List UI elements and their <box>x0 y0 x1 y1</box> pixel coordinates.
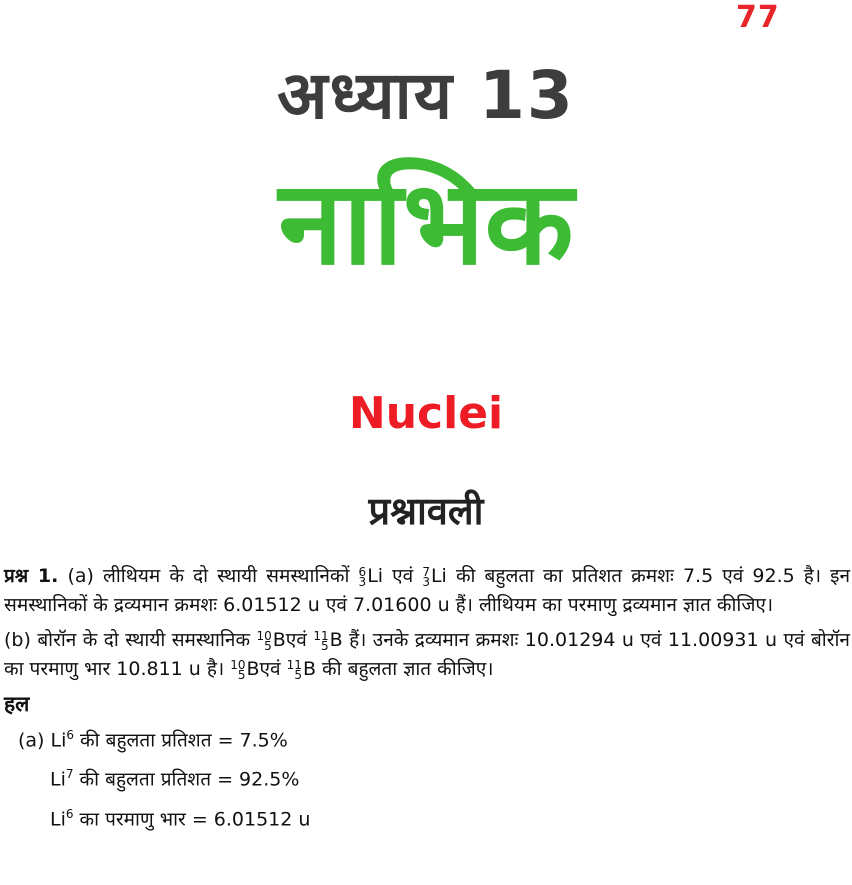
solution-text: का परमाणु भार = 6.01512 u <box>73 807 311 830</box>
isotope-b10 <box>230 655 259 684</box>
element-symbol: B <box>302 658 316 680</box>
part-b-text-2: हैं। उनके द्रव्यमान क्रमशः 10.01294 u एवं 11.00931 u एवं बोरॉन का परमाणु भार 10.811 u है। <box>4 629 850 680</box>
part-a-text-2: की बहुलता का प्रतिशत क्रमशः 7.5 एवं 92.5 है। इन समस्थानिकों के द्रव्यमान क्रमशः 6.01512 u एवं 7.01600 u हैं। लीथियम का परमाणु द्रव्यमान ज्ञात कीजिए। <box>4 565 851 616</box>
atomic-number: 3 <box>358 574 367 589</box>
part-b-text-3: की बहुलता ज्ञात कीजिए। <box>322 658 494 680</box>
join-word: एवं <box>392 565 414 587</box>
isotope-b11 <box>313 626 342 655</box>
solution-symbol: Li <box>50 807 66 830</box>
question-label: प्रश्न 1. <box>4 565 59 587</box>
solution-superscript: 6 <box>66 728 75 742</box>
mass-number: 10 <box>256 628 272 643</box>
element-symbol: B <box>329 629 343 651</box>
section-title: प्रश्नावली <box>368 489 484 533</box>
solution-line-1 <box>4 718 850 757</box>
element-symbol: Li <box>430 565 447 587</box>
solution-text: की बहुलता प्रतिशत = 7.5% <box>74 729 288 752</box>
solution-label: हल <box>4 692 30 716</box>
mass-number: 11 <box>286 657 302 672</box>
solution-superscript: 7 <box>65 767 74 782</box>
solution-superscript: 6 <box>65 806 74 821</box>
question-1-part-a <box>4 562 850 620</box>
atomic-number: 5 <box>294 667 302 682</box>
mass-number: 11 <box>313 628 329 643</box>
solution-symbol: Li <box>50 768 66 791</box>
atomic-number: 5 <box>264 638 272 653</box>
mass-number: 6 <box>358 564 367 579</box>
element-symbol: B <box>246 658 260 680</box>
page-number: 77 <box>736 0 780 35</box>
isotope-b11 <box>287 655 316 684</box>
question-1-part-b <box>4 626 850 684</box>
chapter-title-english: Nuclei <box>348 388 504 439</box>
isotope-li6 <box>359 562 384 591</box>
solution-line-2 <box>4 757 850 796</box>
solution-text: की बहुलता प्रतिशत = 92.5% <box>73 768 300 791</box>
atomic-number: 3 <box>422 574 430 589</box>
atomic-number: 5 <box>237 667 246 682</box>
element-symbol: B <box>272 629 286 651</box>
part-b-prefix: (b) <box>4 629 31 651</box>
part-b-text-1: बोरॉन के दो स्थायी समस्थानिक <box>37 629 251 651</box>
chapter-label: अध्याय 13 <box>277 57 575 134</box>
solution-line-3 <box>4 797 850 836</box>
part-a-prefix: (a) <box>67 565 94 587</box>
join-word: एवं <box>259 658 281 680</box>
chapter-title-hindi: नाभिक <box>278 156 574 291</box>
part-a-text-1: लीथियम के दो स्थायी समस्थानिकों <box>103 565 350 587</box>
join-word: एवं <box>285 629 307 651</box>
solution-symbol: (a) Li <box>18 729 67 752</box>
mass-number: 7 <box>422 564 430 579</box>
mass-number: 10 <box>230 657 246 672</box>
isotope-b10 <box>256 626 285 655</box>
atomic-number: 5 <box>320 638 329 653</box>
element-symbol: Li <box>367 565 384 587</box>
isotope-li7 <box>422 562 447 591</box>
question-body <box>4 562 850 836</box>
